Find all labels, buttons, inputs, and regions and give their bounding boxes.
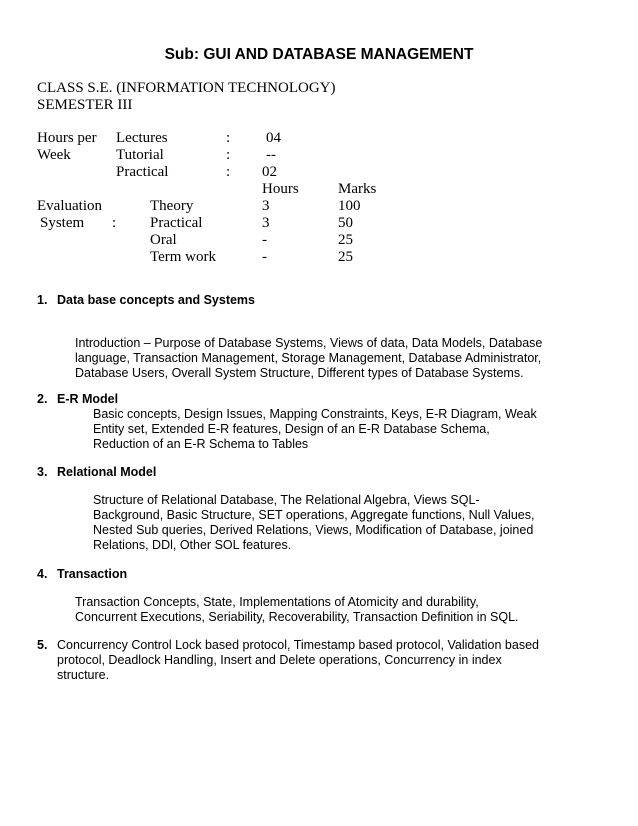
eval-header-marks: Marks bbox=[338, 181, 377, 197]
eval-row-marks: 100 bbox=[338, 198, 361, 214]
section-body bbox=[93, 493, 534, 553]
section-line: protocol, Deadlock Handling, Insert and Delete operations, Concurrency in index bbox=[57, 653, 502, 667]
hours-row-sep: : bbox=[226, 130, 231, 146]
class-line: CLASS S.E. (INFORMATION TECHNOLOGY) bbox=[37, 80, 336, 96]
section-line: Background, Basic Structure, SET operations, Aggregate functions, Null Values, bbox=[93, 508, 535, 522]
eval-row-hours: 3 bbox=[262, 198, 270, 214]
eval-row-marks: 50 bbox=[338, 215, 353, 231]
semester-line: SEMESTER III bbox=[37, 97, 133, 113]
section-body bbox=[93, 407, 537, 452]
section-line: Concurrency Control Lock based protocol, Timestamp based protocol, Validation based bbox=[57, 638, 539, 652]
eval-header-hours: Hours bbox=[262, 181, 299, 197]
eval-row-marks: 25 bbox=[338, 249, 353, 265]
hours-row-name: Tutorial bbox=[116, 147, 164, 163]
section-number: 1. bbox=[37, 293, 48, 307]
hours-row-name: Lectures bbox=[116, 130, 168, 146]
eval-row-hours: 3 bbox=[262, 215, 270, 231]
section-number: 2. bbox=[37, 392, 48, 406]
eval-row-name: Practical bbox=[150, 215, 203, 231]
eval-row-name: Oral bbox=[150, 232, 177, 248]
hours-label-2: Week bbox=[37, 147, 71, 163]
section-number: 3. bbox=[37, 465, 48, 479]
section-line: Database Users, Overall System Structure, Different types of Database Systems. bbox=[75, 366, 524, 380]
eval-label-2: System bbox=[40, 215, 85, 231]
section-line: Relations, DDl, Other SOL features. bbox=[93, 538, 292, 552]
section-line: Introduction – Purpose of Database Systems, Views of data, Data Models, Database bbox=[75, 336, 543, 350]
hours-row-value: -- bbox=[266, 147, 276, 163]
eval-row-hours: - bbox=[262, 232, 267, 248]
section-line: Basic concepts, Design Issues, Mapping Constraints, Keys, E-R Diagram, Weak bbox=[93, 407, 537, 421]
hours-row-value: 04 bbox=[266, 130, 281, 146]
section-line: Nested Sub queries, Derived Relations, Views, Modification of Database, joined bbox=[93, 523, 534, 537]
section-title: Data base concepts and Systems bbox=[57, 293, 255, 307]
page-title: Sub: GUI AND DATABASE MANAGEMENT bbox=[164, 46, 474, 63]
section-line: Concurrent Executions, Seriability, Recoverability, Transaction Definition in SQL. bbox=[75, 610, 519, 624]
hours-row-sep: : bbox=[226, 147, 231, 163]
section-line: Reduction of an E-R Schema to Tables bbox=[93, 437, 309, 451]
eval-row-name: Theory bbox=[150, 198, 194, 214]
section-number: 4. bbox=[37, 567, 48, 581]
section-number: 5. bbox=[37, 638, 48, 652]
eval-label-1: Evaluation bbox=[37, 198, 102, 214]
eval-sep: : bbox=[112, 215, 117, 231]
section-line: Structure of Relational Database, The Relational Algebra, Views SQL- bbox=[93, 493, 480, 507]
hours-row-value: 02 bbox=[262, 164, 277, 180]
hours-label-1: Hours per bbox=[37, 130, 97, 146]
eval-row-name: Term work bbox=[150, 249, 217, 265]
section-title: E-R Model bbox=[57, 392, 119, 406]
eval-row-hours: - bbox=[262, 249, 267, 265]
section-body bbox=[75, 336, 542, 381]
section-line: Entity set, Extended E-R features, Design of an E-R Database Schema, bbox=[93, 422, 490, 436]
hours-row-sep: : bbox=[226, 164, 231, 180]
section-line: Transaction Concepts, State, Implementations of Atomicity and durability, bbox=[75, 595, 479, 609]
section-line: language, Transaction Management, Storage Management, Database Administrator, bbox=[75, 351, 542, 365]
section-body bbox=[75, 595, 519, 625]
section-line: structure. bbox=[57, 668, 110, 682]
section-body bbox=[57, 638, 539, 683]
hours-row-name: Practical bbox=[116, 164, 169, 180]
eval-row-marks: 25 bbox=[338, 232, 353, 248]
section-title: Relational Model bbox=[57, 465, 157, 479]
section-title: Transaction bbox=[57, 567, 128, 581]
